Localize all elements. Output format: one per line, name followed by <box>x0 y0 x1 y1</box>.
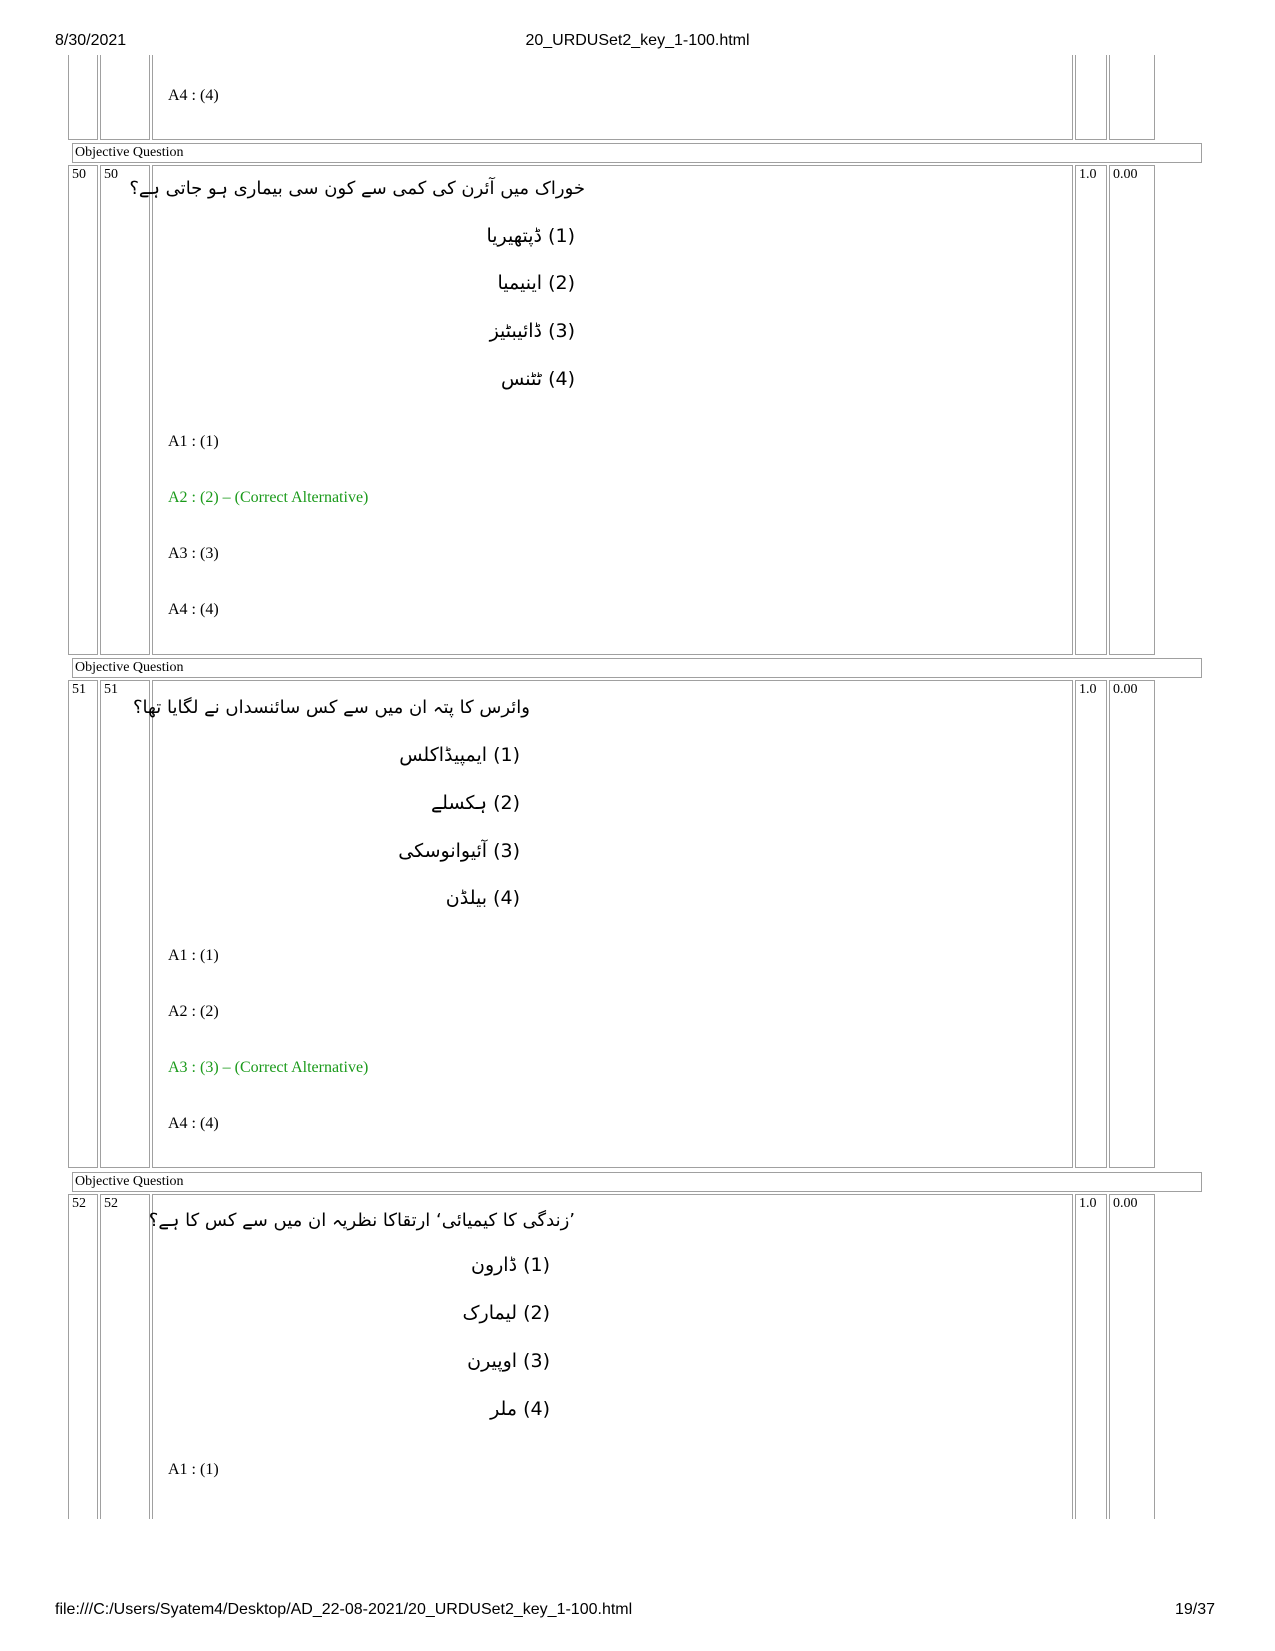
print-date: 8/30/2021 <box>55 32 127 49</box>
serial-number: 50 <box>72 167 86 182</box>
option-1: (1) ڈارون <box>470 1254 550 1276</box>
answer-2: A2 : (2) <box>168 1003 219 1020</box>
answer-4: A4 : (4) <box>168 601 219 618</box>
negative-marks-value: 0.00 <box>1113 1196 1138 1211</box>
cell-negative-marks <box>1109 1194 1155 1519</box>
marks-value: 1.0 <box>1079 167 1097 182</box>
serial-number: 51 <box>72 682 86 697</box>
negative-marks-value: 0.00 <box>1113 682 1138 697</box>
cell-question-id <box>100 680 150 1168</box>
option-3: (3) ڈائیبٹیز <box>489 320 575 342</box>
answer-4: A4 : (4) <box>168 1115 219 1132</box>
cell-question-body <box>152 165 1073 655</box>
question-text: وائرس کا پتہ ان میں سے کس سائنسداں نے لگایا تھا؟ <box>132 697 530 718</box>
serial-number: 52 <box>72 1196 86 1211</box>
marks-value: 1.0 <box>1079 682 1097 697</box>
answer-1: A1 : (1) <box>168 1461 219 1478</box>
question-id: 52 <box>104 1196 118 1211</box>
answer-1: A1 : (1) <box>168 947 219 964</box>
prev-answer-4: A4 : (4) <box>168 87 219 104</box>
prev-cell-neg <box>1109 55 1155 140</box>
question-text: خوراک میں آئرن کی کمی سے کون سی بیماری ہو جاتی ہے؟ <box>129 178 585 199</box>
option-4: (4) ٹٹنس <box>501 368 575 390</box>
option-4: (4) ملر <box>490 1398 550 1420</box>
question-text: ’زندگی کا کیمیائی‘ ارتقاکا نظریہ ان میں سے کس کا ہے؟ <box>148 1210 575 1231</box>
cell-serial <box>68 165 98 655</box>
option-2: (2) اینیمیا <box>497 272 575 294</box>
print-title: 20_URDUSet2_key_1-100.html <box>525 32 750 49</box>
negative-marks-value: 0.00 <box>1113 167 1138 182</box>
question-type-label: Objective Question <box>72 143 1202 163</box>
cell-question-id <box>100 165 150 655</box>
option-2: (2) ہکسلے <box>431 792 520 814</box>
cell-marks <box>1075 680 1107 1168</box>
option-3: (3) آئیوانوسکی <box>398 840 520 862</box>
option-1: (1) ایمپیڈاکلس <box>399 744 520 766</box>
cell-marks <box>1075 1194 1107 1519</box>
option-1: (1) ڈپتھیریا <box>486 225 575 247</box>
option-4: (4) بیلڈن <box>445 887 520 909</box>
answer-3-correct: A3 : (3) – (Correct Alternative) <box>168 1059 369 1076</box>
question-id: 51 <box>104 682 118 697</box>
cell-negative-marks <box>1109 680 1155 1168</box>
cell-serial <box>68 1194 98 1519</box>
question-type-label: Objective Question <box>72 658 1202 678</box>
question-type-label: Objective Question <box>72 1172 1202 1192</box>
prev-cell-qno <box>100 55 150 140</box>
answer-1: A1 : (1) <box>168 433 219 450</box>
prev-cell-body <box>152 55 1073 140</box>
prev-cell-sno <box>68 55 98 140</box>
print-page-number: 19/37 <box>1174 1601 1215 1618</box>
answer-2-correct: A2 : (2) – (Correct Alternative) <box>168 489 369 506</box>
print-file-path: file:///C:/Users/Syatem4/Desktop/AD_22-08-2021/20_URDUSet2_key_1-100.html <box>55 1601 633 1618</box>
cell-negative-marks <box>1109 165 1155 655</box>
option-2: (2) لیمارک <box>462 1302 550 1324</box>
marks-value: 1.0 <box>1079 1196 1097 1211</box>
prev-cell-marks <box>1075 55 1107 140</box>
cell-question-id <box>100 1194 150 1519</box>
cell-question-body <box>152 680 1073 1168</box>
cell-question-body <box>152 1194 1073 1519</box>
cell-serial <box>68 680 98 1168</box>
question-id: 50 <box>104 167 118 182</box>
cell-marks <box>1075 165 1107 655</box>
option-3: (3) اوپیرن <box>467 1350 550 1372</box>
answer-3: A3 : (3) <box>168 545 219 562</box>
